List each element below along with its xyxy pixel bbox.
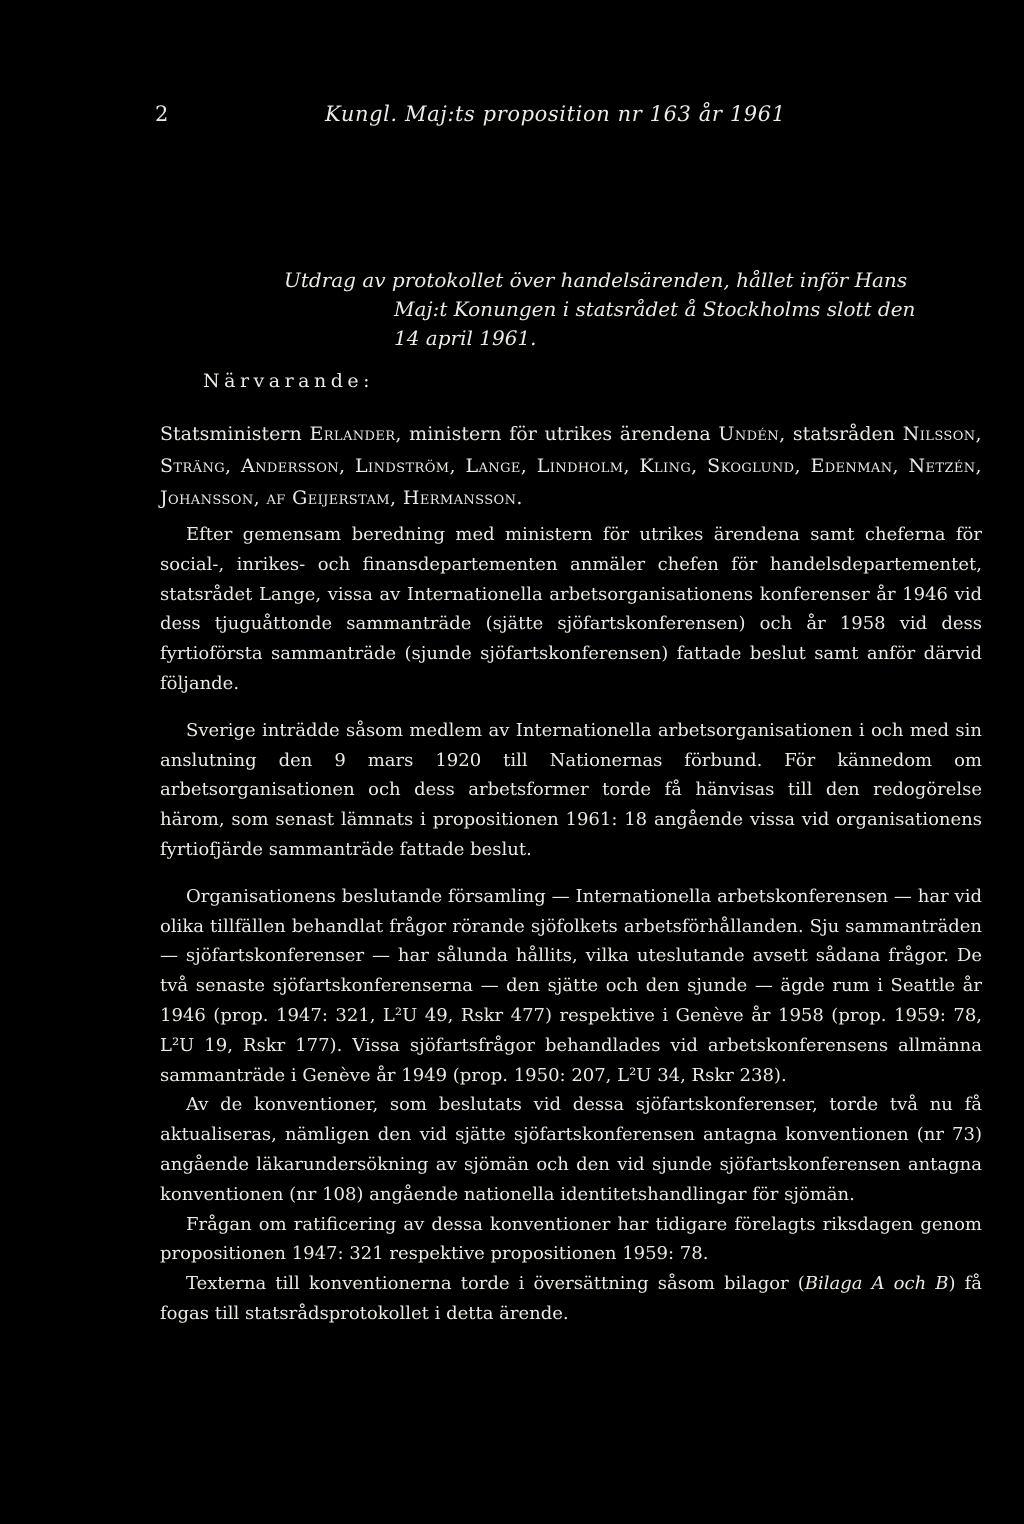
attendee-name: Undén xyxy=(718,423,780,445)
paragraph: Efter gemensam beredning med ministern för utrikes ärendena samt cheferna för social-, inrikes- och finansdepartementen anmäler chefen för handelsdepartementet, statsrådet Lange, vissa av Internationella arbetsorganisationens konferenser år 1946 vid dess tjuguåttonde sammanträde (sjätte sjöfartskonferensen) och år 1958 vid dess fyrtioförsta sammanträde (sjunde sjöfartskonferensen) fattade beslut samt anför därvid följande. xyxy=(160,524,982,694)
paragraph-text: Texterna till konventionerna torde i översättning såsom bilagor ( xyxy=(186,1273,805,1295)
paragraph: Organisationens beslutande församling — Internationella arbetskonferensen — har vid olika tillfällen behandlat frågor rörande sjöfolkets arbetsförhållanden. Sju sammanträden — sjöfartskonferenser — har sålunda hållits, vilka uteslutande avsett sådana frågor. De två senaste sjöfartskonferenserna — den sjätte och den sjunde — ägde rum i Seattle år 1946 (prop. 1947: 321, L²U 49, Rskr 477) respektive i Genève år 1958 (prop. 1959: 78, L²U 19, Rskr 177). Vissa sjöfartsfrågor behandlades vid arbetskonferensens allmänna sammanträde i Genève år 1949 (prop. 1950: 207, L²U 34, Rskr 238). xyxy=(160,885,982,1086)
running-title: Kungl. Maj:ts proposition nr 163 år 1961 xyxy=(325,102,786,126)
paragraph: Av de konventioner, som beslutats vid dessa sjöfartskonferenser, torde två nu få aktualiseras, nämligen den vid sjätte sjöfartskonferensen antagna konventionen (nr 73) angående läkarundersökning av sjömän och den vid sjunde sjöfartskonferensen antagna konventionen (nr 108) angående nationella identitetshandlingar för sjömän. xyxy=(160,1094,982,1205)
extract-heading-line-1: Utdrag av protokollet över handelsärenden, hållet inför Hans xyxy=(284,268,908,292)
running-head xyxy=(155,102,995,138)
paragraph xyxy=(160,1269,982,1329)
attendee-text: Statsministern xyxy=(160,423,310,445)
body-text xyxy=(160,520,982,1329)
protocol-extract-heading xyxy=(284,266,984,353)
attendee-name: Erlander xyxy=(309,423,396,445)
paragraph-text: ) få fogas till statsrådsprotokollet i detta ärende. xyxy=(160,1273,982,1324)
appendix-reference: Bilaga A och B xyxy=(804,1273,949,1295)
present-label: Närvarande: xyxy=(203,370,375,392)
attendee-list xyxy=(160,418,982,514)
paragraph: Sverige inträdde såsom medlem av Internationella arbetsorganisationen i och med sin anslutning den 9 mars 1920 till Nationernas förbund. För kännedom om arbetsorganisationen och dess arbetsformer torde få hänvisas till den redogörelse härom, som senast lämnats i propositionen 1961: 18 angående vissa vid organisationens fyrtiofjärde sammanträde fattade beslut. xyxy=(160,719,982,860)
extract-heading-line-2: Maj:t Konungen i statsrådet å Stockholms slott den xyxy=(394,297,916,321)
attendee-text: , ministern för utrikes ärendena xyxy=(395,423,719,445)
attendee-text: . xyxy=(516,487,523,509)
paragraph: Frågan om ratificering av dessa konventioner har tidigare förelagts riksdagen genom propositionen 1947: 321 respektive propositionen 1959: 78. xyxy=(160,1213,982,1265)
attendee-names-list: Nilsson, Sträng, Andersson, Lindström, Lange, Lindholm, Kling, Skoglund, Edenman, Netzén, Johansson, af Geijerstam, Hermansson xyxy=(160,423,982,509)
extract-heading-line-3: 14 april 1961. xyxy=(394,326,537,350)
attendee-text: , statsråden xyxy=(779,423,903,445)
page-number: 2 xyxy=(155,102,169,126)
